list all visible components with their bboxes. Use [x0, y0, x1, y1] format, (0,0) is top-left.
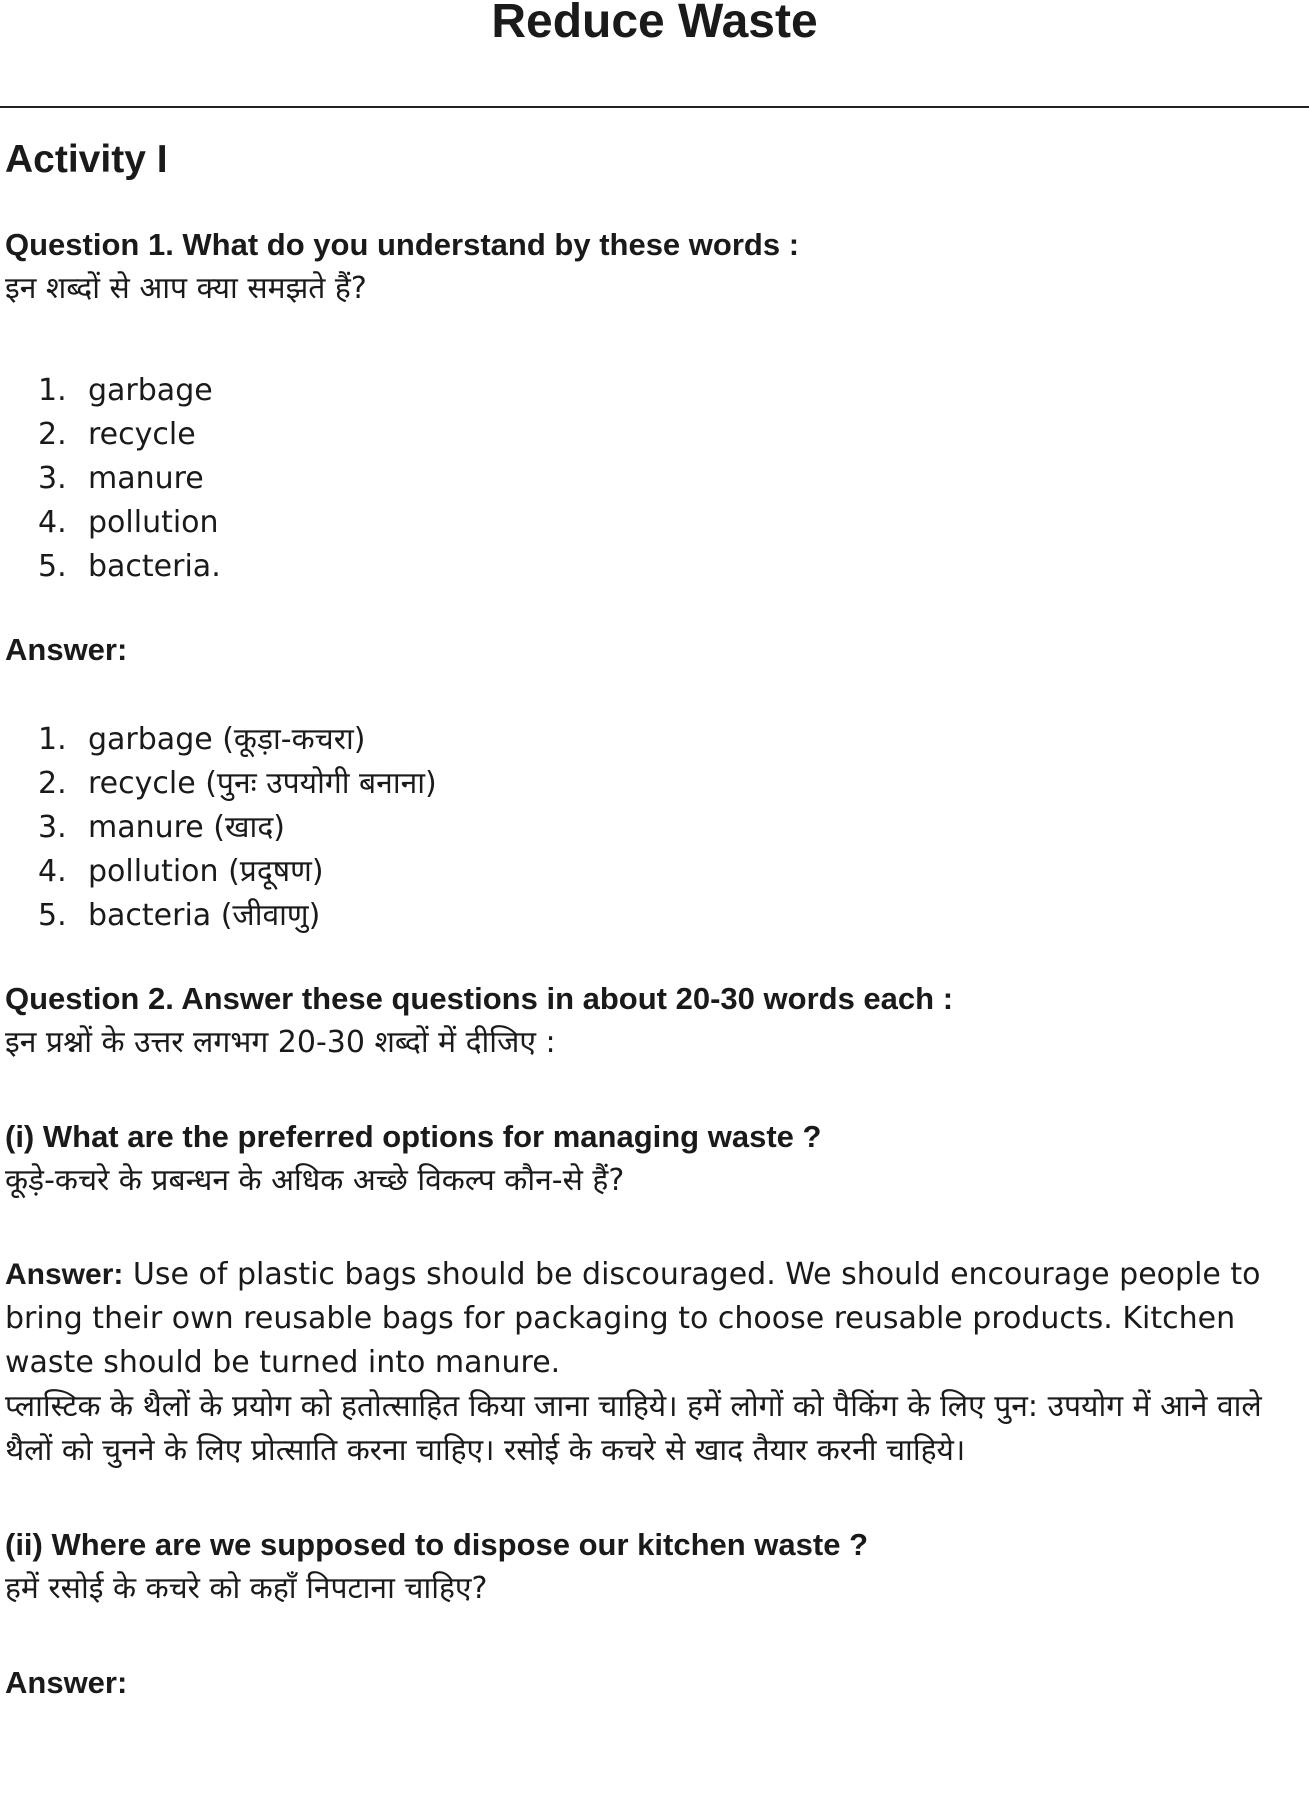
list-item: 5. bacteria (जीवाणु)	[38, 898, 321, 933]
question-2-part-2	[5, 1523, 1301, 1705]
activity-heading: Activity I	[5, 138, 168, 181]
title-divider	[0, 106, 1309, 108]
part-1-answer-text: Use of plastic bags should be discouraged. We should encourage people to bring their own reusable bags for packaging to choose reusable products. Kitchen waste should be turned into manure.	[5, 1257, 1261, 1380]
question-1-text: Question 1. What do you understand by these words :	[5, 227, 800, 262]
part-1-answer	[5, 1253, 1301, 1385]
part-1-hindi: कूड़े-कचरे के प्रबन्धन के अधिक अच्छे विकल्प कौन-से हैं?	[5, 1163, 625, 1198]
question-1-answer-list	[5, 718, 1301, 938]
question-1-hindi: इन शब्दों से आप क्या समझते हैं?	[5, 271, 367, 306]
list-item: 5. bacteria.	[38, 549, 221, 584]
content	[5, 135, 1301, 1705]
list-item: 2. recycle	[38, 417, 196, 452]
list-item: 3. manure	[38, 461, 204, 496]
question-1-word-list	[5, 369, 1301, 589]
question-2-text: Question 2. Answer these questions in about 20-30 words each :	[5, 981, 954, 1016]
question-2-hindi: इन प्रश्नों के उत्तर लगभग 20-30 शब्दों में दीजिए :	[5, 1025, 556, 1060]
question-1	[5, 223, 1301, 938]
answer-label: Answer:	[5, 1258, 124, 1291]
answer-label: Answer:	[5, 1665, 128, 1700]
page-title: Reduce Waste	[491, 0, 818, 48]
part-2-question: (ii) Where are we supposed to dispose our kitchen waste ?	[5, 1527, 869, 1562]
list-item: 2. recycle (पुनः उपयोगी बनाना)	[38, 766, 437, 801]
list-item: 1. garbage	[38, 373, 213, 408]
part-2-hindi: हमें रसोई के कचरे को कहाँ निपटाना चाहिए?	[5, 1571, 488, 1606]
list-item: 4. pollution	[38, 505, 219, 540]
question-2-part-1	[5, 1115, 1301, 1473]
list-item: 4. pollution (प्रदूषण)	[38, 854, 324, 889]
part-1-answer-hindi: प्लास्टिक के थैलों के प्रयोग को हतोत्साहित किया जाना चाहिये। हमें लोगों को पैकिंग के लिए पुन: उपयोग में आने वाले थैलों को चुनने के लिए प्रोत्साति करना चाहिए। रसोई के कचरे से खाद तैयार करनी चाहिये।	[5, 1389, 1262, 1468]
answer-label: Answer:	[5, 632, 128, 667]
question-2	[5, 977, 1301, 1705]
part-1-question: (i) What are the preferred options for managing waste ?	[5, 1119, 822, 1154]
list-item: 1. garbage (कूड़ा-कचरा)	[38, 722, 366, 757]
list-item: 3. manure (खाद)	[38, 810, 285, 845]
